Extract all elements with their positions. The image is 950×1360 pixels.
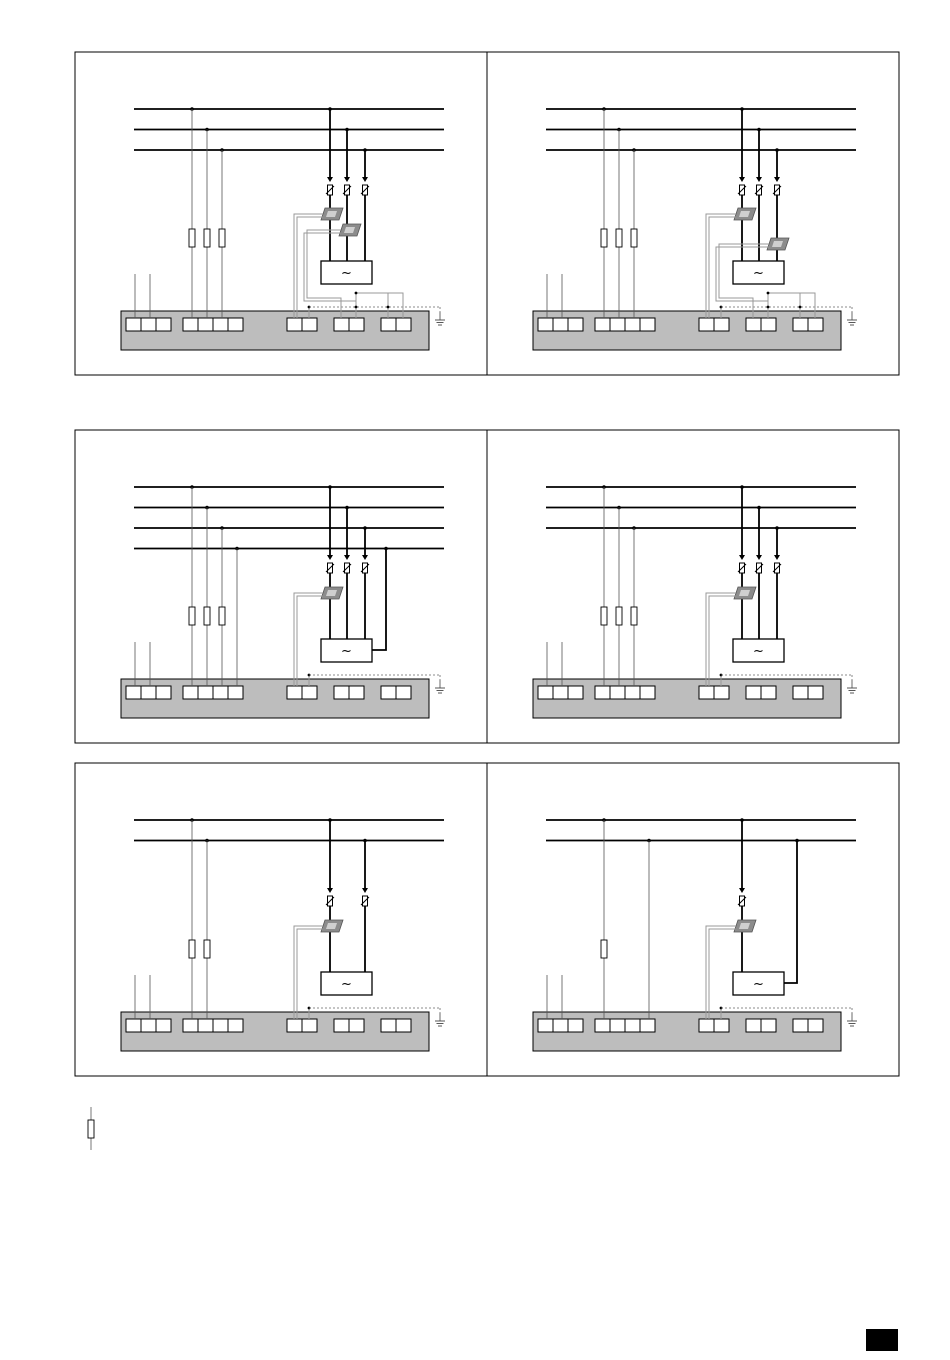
terminal — [595, 318, 610, 331]
terminal — [198, 1019, 213, 1032]
diagram-panel-4 — [487, 430, 899, 743]
ct-secondary-wire — [706, 214, 736, 318]
ground-icon — [847, 680, 857, 693]
ct-secondary-wire — [297, 217, 323, 318]
terminal — [595, 1019, 610, 1032]
junction-dot — [799, 306, 802, 309]
current-transformer-icon — [734, 587, 756, 599]
terminal — [183, 686, 198, 699]
return-conductor — [784, 841, 797, 984]
diagram-panel-5 — [75, 763, 487, 1076]
load-symbol: ~ — [341, 644, 352, 659]
terminal — [381, 318, 396, 331]
circuit-breaker-icon — [361, 177, 369, 195]
terminal — [156, 686, 171, 699]
breaker-arrow — [739, 177, 745, 182]
terminal — [640, 686, 655, 699]
terminal — [334, 318, 349, 331]
ground-icon — [435, 312, 445, 325]
terminal — [808, 1019, 823, 1032]
terminal — [349, 318, 364, 331]
fuse-icon — [601, 607, 607, 625]
terminal — [746, 318, 761, 331]
terminal — [287, 1019, 302, 1032]
breaker-arrow — [327, 888, 333, 893]
breaker-arrow — [362, 177, 368, 182]
breaker-arrow — [739, 888, 745, 893]
ground-icon — [847, 312, 857, 325]
junction-dot — [767, 306, 770, 309]
page-number-badge — [866, 1329, 898, 1351]
diagram-panel-1 — [75, 52, 487, 375]
terminal — [183, 318, 198, 331]
terminal — [793, 1019, 808, 1032]
terminal — [746, 686, 761, 699]
terminal — [302, 318, 317, 331]
current-transformer-icon — [767, 238, 789, 250]
circuit-breaker-icon — [738, 177, 746, 195]
fuse-icon — [631, 607, 637, 625]
ct-secondary-wire — [294, 593, 323, 686]
terminal — [287, 686, 302, 699]
ct-secondary-wire — [709, 217, 736, 318]
neutral-conductor — [372, 549, 386, 651]
current-transformer-icon — [321, 208, 343, 220]
circuit-breaker-icon — [773, 555, 781, 573]
terminal — [761, 686, 776, 699]
terminal — [213, 318, 228, 331]
current-transformer-icon — [321, 920, 343, 932]
terminal — [746, 1019, 761, 1032]
fuse-icon — [189, 229, 195, 247]
terminal — [625, 686, 640, 699]
terminal — [126, 1019, 141, 1032]
fuse-icon — [88, 1120, 94, 1138]
terminal — [595, 686, 610, 699]
terminal — [126, 686, 141, 699]
load-symbol: ~ — [341, 977, 352, 992]
terminal — [699, 318, 714, 331]
circuit-breaker-icon — [326, 555, 334, 573]
terminal — [396, 318, 411, 331]
terminal — [568, 318, 583, 331]
ct-secondary-wire — [297, 929, 323, 1019]
terminal — [302, 686, 317, 699]
circuit-breaker-icon — [326, 177, 334, 195]
terminal — [198, 686, 213, 699]
load-symbol: ~ — [753, 977, 764, 992]
terminal — [213, 686, 228, 699]
fuse-icon — [616, 229, 622, 247]
terminal — [553, 1019, 568, 1032]
terminal — [228, 686, 243, 699]
circuit-breaker-icon — [755, 177, 763, 195]
diagram-panel-6 — [487, 763, 899, 1076]
breaker-arrow — [362, 888, 368, 893]
terminal — [793, 686, 808, 699]
terminal — [714, 318, 729, 331]
terminal — [183, 1019, 198, 1032]
load-symbol: ~ — [753, 644, 764, 659]
circuit-breaker-icon — [755, 555, 763, 573]
fuse-icon — [631, 229, 637, 247]
terminal — [625, 1019, 640, 1032]
breaker-arrow — [344, 177, 350, 182]
breaker-arrow — [774, 555, 780, 560]
junction-dot — [767, 292, 770, 295]
terminal — [625, 318, 640, 331]
ct-secondary-wire — [709, 929, 736, 1019]
terminal — [761, 318, 776, 331]
terminal — [381, 686, 396, 699]
fuse-icon — [616, 607, 622, 625]
terminal — [538, 686, 553, 699]
junction-dot — [355, 306, 358, 309]
ground-icon — [847, 1013, 857, 1026]
fuse-icon — [204, 940, 210, 958]
junction-dot — [355, 292, 358, 295]
terminal — [610, 1019, 625, 1032]
fuse-icon — [601, 229, 607, 247]
terminal — [553, 318, 568, 331]
terminal — [156, 1019, 171, 1032]
current-transformer-icon — [734, 208, 756, 220]
terminal — [141, 686, 156, 699]
terminal — [568, 686, 583, 699]
terminal — [699, 1019, 714, 1032]
terminal — [793, 318, 808, 331]
terminal — [396, 1019, 411, 1032]
legend-fuse-symbol — [88, 1107, 94, 1150]
diagram-panel-2 — [487, 52, 899, 375]
ct-secondary-wire — [706, 593, 736, 686]
terminal — [126, 318, 141, 331]
junction-dot — [387, 306, 390, 309]
terminal — [553, 686, 568, 699]
fuse-icon — [189, 940, 195, 958]
fuse-icon — [189, 607, 195, 625]
terminal — [538, 318, 553, 331]
circuit-breaker-icon — [773, 177, 781, 195]
circuit-breaker-icon — [326, 888, 334, 906]
terminal — [699, 686, 714, 699]
fuse-icon — [601, 940, 607, 958]
terminal — [198, 318, 213, 331]
breaker-arrow — [327, 177, 333, 182]
circuit-breaker-icon — [361, 888, 369, 906]
circuit-breaker-icon — [343, 177, 351, 195]
circuit-breaker-icon — [738, 888, 746, 906]
terminal — [302, 1019, 317, 1032]
ground-icon — [435, 1013, 445, 1026]
current-transformer-icon — [321, 587, 343, 599]
ct-secondary-wire — [294, 926, 323, 1019]
circuit-breaker-icon — [738, 555, 746, 573]
terminal — [714, 686, 729, 699]
terminal — [349, 1019, 364, 1032]
terminal — [808, 318, 823, 331]
terminal — [156, 318, 171, 331]
ground-icon — [435, 680, 445, 693]
terminal — [349, 686, 364, 699]
terminal — [141, 1019, 156, 1032]
terminal — [287, 318, 302, 331]
fuse-icon — [204, 607, 210, 625]
terminal — [228, 318, 243, 331]
terminal — [381, 1019, 396, 1032]
current-transformer-icon — [734, 920, 756, 932]
terminal — [538, 1019, 553, 1032]
terminal — [610, 686, 625, 699]
terminal — [610, 318, 625, 331]
load-symbol: ~ — [753, 266, 764, 281]
breaker-arrow — [756, 555, 762, 560]
fuse-icon — [204, 229, 210, 247]
breaker-arrow — [362, 555, 368, 560]
terminal — [640, 1019, 655, 1032]
terminal — [334, 686, 349, 699]
circuit-breaker-icon — [361, 555, 369, 573]
terminal — [334, 1019, 349, 1032]
terminal — [228, 1019, 243, 1032]
terminal — [714, 1019, 729, 1032]
terminal — [141, 318, 156, 331]
current-transformer-icon — [339, 224, 361, 236]
breaker-arrow — [327, 555, 333, 560]
terminal — [640, 318, 655, 331]
terminal — [808, 686, 823, 699]
ct-secondary-wire — [706, 926, 736, 1019]
breaker-arrow — [344, 555, 350, 560]
breaker-arrow — [739, 555, 745, 560]
breaker-arrow — [774, 177, 780, 182]
load-symbol: ~ — [341, 266, 352, 281]
fuse-icon — [219, 229, 225, 247]
circuit-breaker-icon — [343, 555, 351, 573]
terminal — [761, 1019, 776, 1032]
fuse-icon — [219, 607, 225, 625]
ct-secondary-wire — [709, 596, 736, 686]
terminal — [568, 1019, 583, 1032]
terminal — [213, 1019, 228, 1032]
diagram-panel-3 — [75, 430, 487, 743]
breaker-arrow — [756, 177, 762, 182]
ct-secondary-wire — [297, 596, 323, 686]
terminal — [396, 686, 411, 699]
